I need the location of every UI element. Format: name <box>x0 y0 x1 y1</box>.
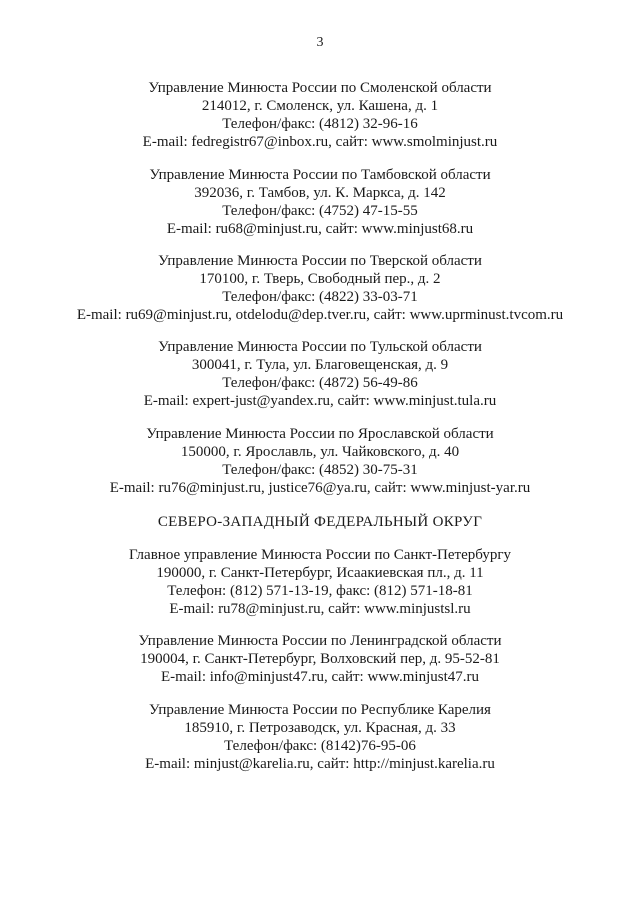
office-address: 300041, г. Тула, ул. Благовещенская, д. 9 <box>191 357 449 373</box>
office-contacts: E-mail: expert-just@yandex.ru, сайт: www.minjust.tula.ru <box>143 393 497 409</box>
office-name: Главное управление Минюста России по Санкт-Петербургу <box>129 547 511 563</box>
office-name: Управление Минюста России по Республике Карелия <box>149 702 491 718</box>
office-phone: Телефон: (812) 571-13-19, факс: (812) 571-18-81 <box>167 583 473 599</box>
office-name: Управление Минюста России по Ярославской области <box>146 426 494 442</box>
office-contacts: E-mail: ru76@minjust.ru, justice76@ya.ru, сайт: www.minjust-yar.ru <box>109 480 531 496</box>
office-phone: Телефон/факс: (4812) 32-96-16 <box>222 116 418 132</box>
office-address: 190000, г. Санкт-Петербург, Исаакиевская пл., д. 11 <box>156 565 484 581</box>
office-address: 150000, г. Ярославль, ул. Чайковского, д. 40 <box>180 444 460 460</box>
office-address: 185910, г. Петрозаводск, ул. Красная, д. 33 <box>184 720 456 736</box>
office-name: Управление Минюста России по Тамбовской области <box>149 167 491 183</box>
office-contacts: E-mail: ru68@minjust.ru, сайт: www.minjust68.ru <box>166 221 474 237</box>
office-address: 190004, г. Санкт-Петербург, Волховский пер, д. 95-52-81 <box>140 651 500 667</box>
office-block-tambov <box>0 166 640 238</box>
office-contacts: E-mail: ru78@minjust.ru, сайт: www.minjustsl.ru <box>169 601 471 617</box>
office-address: 392036, г. Тамбов, ул. К. Маркса, д. 142 <box>194 185 446 201</box>
office-block-tver <box>0 252 640 324</box>
office-name: Управление Минюста России по Смоленской области <box>148 80 492 96</box>
office-block-spb <box>0 546 640 618</box>
office-name: Управление Минюста России по Ленинградской области <box>138 633 502 649</box>
office-address: 170100, г. Тверь, Свободный пер., д. 2 <box>199 271 441 287</box>
office-phone: Телефон/факс: (4872) 56-49-86 <box>222 375 418 391</box>
office-block-yaroslavl <box>0 425 640 497</box>
office-name: Управление Минюста России по Тверской области <box>158 253 482 269</box>
office-block-tula <box>0 338 640 410</box>
office-contacts: E-mail: fedregistr67@inbox.ru, сайт: www.smolminjust.ru <box>142 134 498 150</box>
office-block-smolensk <box>0 79 640 151</box>
office-block-karelia <box>0 701 640 773</box>
office-name: Управление Минюста России по Тульской области <box>158 339 482 355</box>
office-contacts: E-mail: minjust@karelia.ru, сайт: http://minjust.karelia.ru <box>145 756 495 772</box>
office-block-leningrad <box>0 632 640 686</box>
district-heading: СЕВЕРО-ЗАПАДНЫЙ ФЕДЕРАЛЬНЫЙ ОКРУГ <box>157 514 483 530</box>
office-phone: Телефон/факс: (8142)76-95-06 <box>224 738 416 754</box>
office-address: 214012, г. Смоленск, ул. Кашена, д. 1 <box>201 98 439 114</box>
office-phone: Телефон/факс: (4852) 30-75-31 <box>222 462 418 478</box>
page-number: 3 <box>316 35 324 50</box>
office-phone: Телефон/факс: (4822) 33-03-71 <box>222 289 418 305</box>
office-phone: Телефон/факс: (4752) 47-15-55 <box>222 203 418 219</box>
office-contacts: E-mail: ru69@minjust.ru, otdelodu@dep.tver.ru, сайт: www.uprminust.tvcom.ru <box>76 307 564 323</box>
office-contacts: E-mail: info@minjust47.ru, сайт: www.minjust47.ru <box>161 669 479 685</box>
